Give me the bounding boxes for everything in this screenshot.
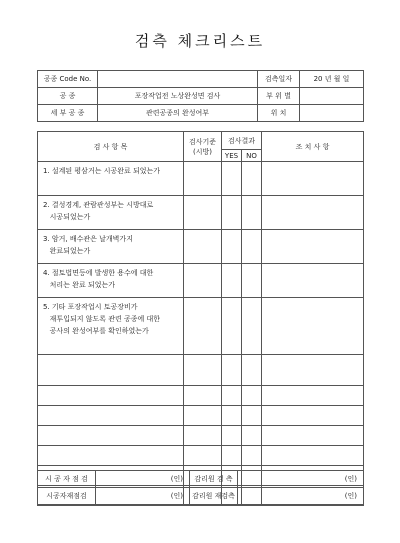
yes-cell[interactable] [222, 264, 242, 298]
supervisor-reinspect-label: 감리원 재검측 [190, 488, 238, 505]
empty-row-cell[interactable] [242, 386, 262, 406]
no-cell[interactable] [242, 264, 262, 298]
checklist-item-4: 4. 절토법면등에 발생한 용수에 대한 처리는 완료 되었는가 [38, 264, 184, 298]
empty-row-cell[interactable] [184, 446, 222, 466]
empty-row-cell[interactable] [38, 446, 184, 466]
checklist-item-1: 1. 설계된 평삼거는 시공완료 되었는가 [38, 162, 184, 196]
empty-row-cell[interactable] [222, 355, 242, 386]
loc-label: 위 치 [258, 105, 300, 122]
col-no-header: NO [242, 150, 262, 162]
action-cell[interactable] [262, 298, 364, 355]
signature-table [37, 470, 364, 505]
checklist-item-3: 3. 암거, 배수관은 날개벽가지 완료되었는가 [38, 230, 184, 264]
no-cell[interactable] [242, 196, 262, 230]
empty-row-cell[interactable] [222, 446, 242, 466]
empty-row-cell[interactable] [262, 426, 364, 446]
action-cell[interactable] [262, 230, 364, 264]
empty-row-cell[interactable] [242, 406, 262, 426]
empty-row-cell[interactable] [184, 406, 222, 426]
col-result-header: 검사결과 [222, 132, 262, 150]
empty-row-cell[interactable] [38, 386, 184, 406]
empty-row-cell[interactable] [262, 386, 364, 406]
empty-row-cell[interactable] [262, 406, 364, 426]
empty-row-cell[interactable] [222, 406, 242, 426]
col-std-header: 검사기준 (시방) [184, 132, 222, 162]
empty-row-cell[interactable] [184, 386, 222, 406]
action-cell[interactable] [262, 162, 364, 196]
detail-value[interactable]: 관련공종의 완성여부 [98, 105, 258, 122]
action-cell[interactable] [262, 264, 364, 298]
supervisor-inspect-seal[interactable]: (인) [238, 471, 364, 488]
supervisor-reinspect-seal[interactable]: (인) [238, 488, 364, 505]
empty-row-cell[interactable] [38, 426, 184, 446]
checklist-item-5: 5. 기타 포장작업시 토공장비가 재투입되지 않도록 관련 공종에 대한 공사의 완성여부를 확인하였는가 [38, 298, 184, 355]
no-cell[interactable] [242, 162, 262, 196]
checklist-table [37, 131, 364, 506]
code-value[interactable] [98, 71, 258, 88]
work-value[interactable]: 포장작업전 노상완성면 검사 [98, 88, 258, 105]
code-label: 공종 Code No. [38, 71, 98, 88]
empty-row-cell[interactable] [242, 426, 262, 446]
empty-row-cell[interactable] [242, 355, 262, 386]
empty-row-cell[interactable] [222, 386, 242, 406]
std-cell[interactable] [184, 196, 222, 230]
contractor-check-label: 시 공 자 점 검 [38, 471, 96, 488]
empty-row-cell[interactable] [38, 406, 184, 426]
loc-value[interactable] [300, 105, 364, 122]
col-action-header: 조 치 사 항 [262, 132, 364, 162]
empty-row-cell[interactable] [184, 355, 222, 386]
yes-cell[interactable] [222, 196, 242, 230]
std-cell[interactable] [184, 230, 222, 264]
no-cell[interactable] [242, 230, 262, 264]
part-value[interactable] [300, 88, 364, 105]
detail-label: 세 부 공 종 [38, 105, 98, 122]
checklist-item-2: 2. 결성경계, 관람관성부는 시방대로 시공되었는가 [38, 196, 184, 230]
contractor-recheck-label: 시공자재점검 [38, 488, 96, 505]
std-cell[interactable] [184, 264, 222, 298]
no-cell[interactable] [242, 298, 262, 355]
page-title: 검측 체크리스트 [134, 32, 266, 50]
empty-row-cell[interactable] [38, 355, 184, 386]
supervisor-inspect-label: 감리원 검 측 [190, 471, 238, 488]
action-cell[interactable] [262, 196, 364, 230]
empty-row-cell[interactable] [262, 355, 364, 386]
yes-cell[interactable] [222, 298, 242, 355]
col-yes-header: YES [222, 150, 242, 162]
date-label: 검측일자 [258, 71, 300, 88]
work-label: 공 종 [38, 88, 98, 105]
std-cell[interactable] [184, 298, 222, 355]
header-table [37, 70, 364, 122]
date-value[interactable]: 20 년 월 일 [300, 71, 364, 88]
contractor-recheck-seal[interactable]: (인) [96, 488, 190, 505]
empty-row-cell[interactable] [184, 426, 222, 446]
empty-row-cell[interactable] [242, 446, 262, 466]
yes-cell[interactable] [222, 162, 242, 196]
contractor-check-seal[interactable]: (인) [96, 471, 190, 488]
empty-row-cell[interactable] [222, 426, 242, 446]
empty-row-cell[interactable] [262, 446, 364, 466]
col-item-header: 검 사 항 목 [38, 132, 184, 162]
yes-cell[interactable] [222, 230, 242, 264]
std-cell[interactable] [184, 162, 222, 196]
part-label: 부 위 별 [258, 88, 300, 105]
